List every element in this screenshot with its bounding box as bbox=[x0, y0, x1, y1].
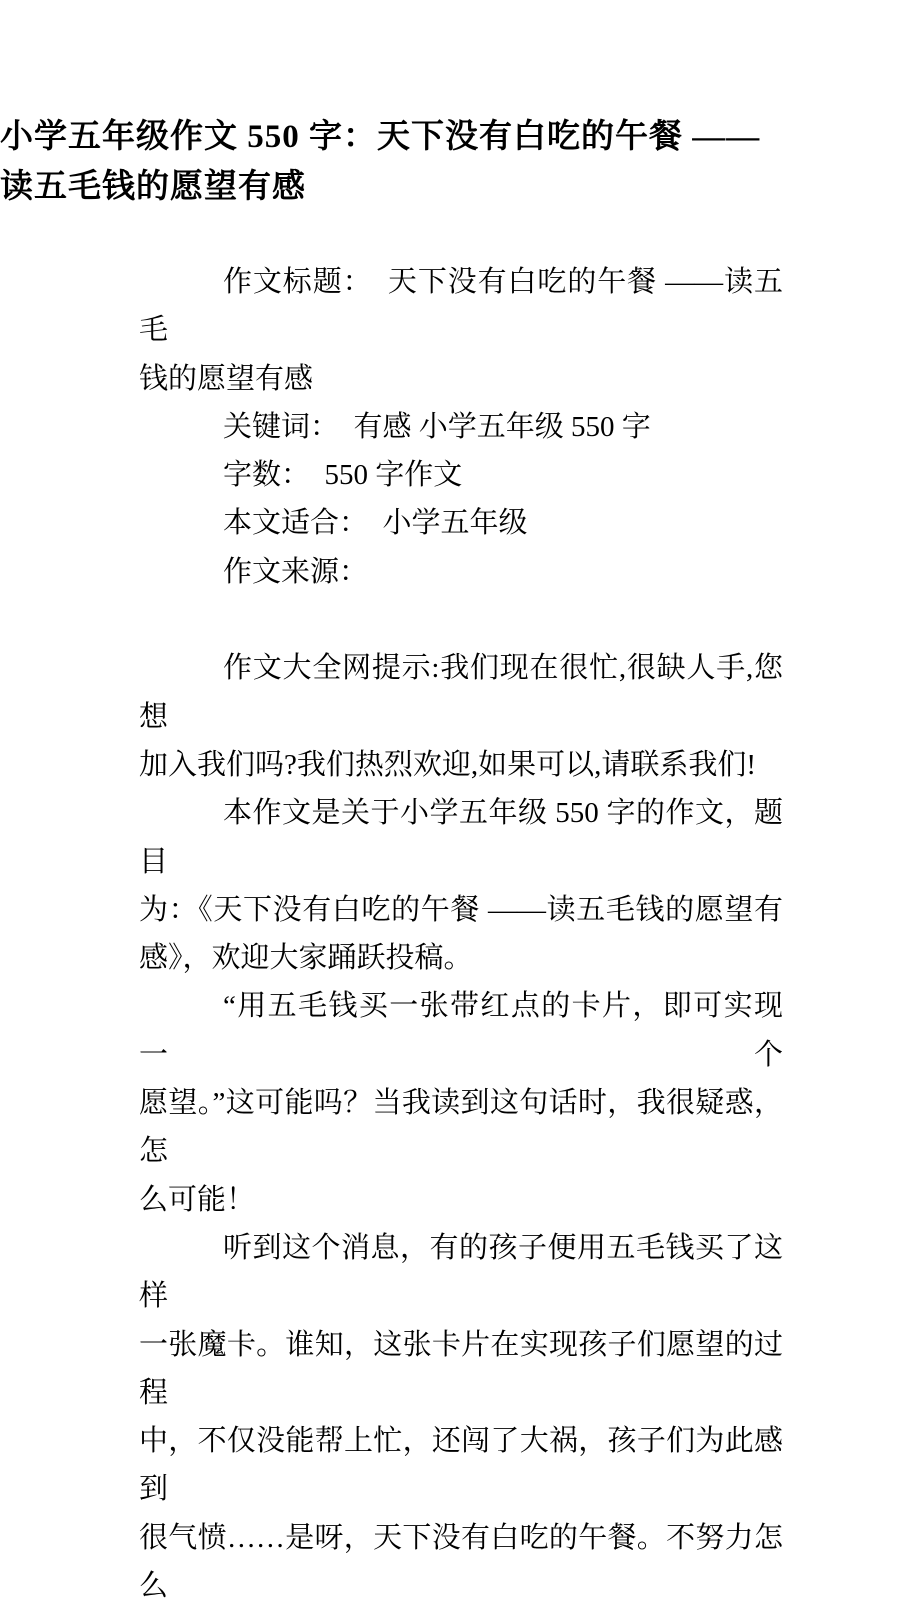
text-line-quote-end: 么可能！ bbox=[139, 1183, 256, 1216]
text-line-notice-cont: 加入我们吗?我们热烈欢迎,如果可以,请联系我们! bbox=[139, 748, 757, 781]
text-line-essay-title: 作文标题： 天下没有白吃的午餐 ——读五毛 bbox=[139, 266, 783, 347]
title-line-1: 小学五年级作文 550 字：天下没有白吃的午餐 —— bbox=[0, 119, 761, 155]
blank-line bbox=[139, 596, 783, 644]
text-line-intro: 本作文是关于小学五年级 550 字的作文，题目 bbox=[139, 797, 783, 878]
text-line-story-cont-3: 很气愤……是呀，天下没有白吃的午餐。不努力怎么 bbox=[139, 1521, 783, 1603]
text-line-intro-cont: 为：《天下没有白吃的午餐 ——读五毛钱的愿望有 bbox=[139, 893, 783, 926]
text-line-notice: 作文大全网提示:我们现在很忙,很缺人手,您想 bbox=[139, 652, 783, 733]
text-line-essay-title-cont: 钱的愿望有感 bbox=[139, 362, 314, 395]
text-line-story-cont-2: 中，不仅没能帮上忙，还闯了大祸，孩子们为此感到 bbox=[139, 1425, 783, 1506]
text-line-story: 听到这个消息，有的孩子便用五毛钱买了这样 bbox=[139, 1231, 783, 1313]
text-line-quote-cont: 愿望。”这可能吗？当我读到这句话时，我很疑惑，怎 bbox=[139, 1087, 783, 1168]
text-line-suitable-for: 本文适合： 小学五年级 bbox=[223, 507, 528, 540]
document-title bbox=[0, 0, 920, 212]
document-body bbox=[139, 258, 783, 1610]
text-line-story-cont-1: 一张魔卡。谁知，这张卡片在实现孩子们愿望的过程 bbox=[139, 1328, 783, 1409]
title-line-2: 读五毛钱的愿望有感 bbox=[0, 169, 306, 205]
text-line-intro-end: 感》，欢迎大家踊跃投稿。 bbox=[139, 942, 473, 975]
text-line-word-count: 字数： 550 字作文 bbox=[223, 459, 463, 492]
text-line-quote: “用五毛钱买一张带红点的卡片，即可实现一个 bbox=[139, 990, 783, 1071]
text-line-source: 作文来源： bbox=[223, 555, 369, 588]
text-line-keywords: 关键词： 有感 小学五年级 550 字 bbox=[223, 410, 651, 443]
